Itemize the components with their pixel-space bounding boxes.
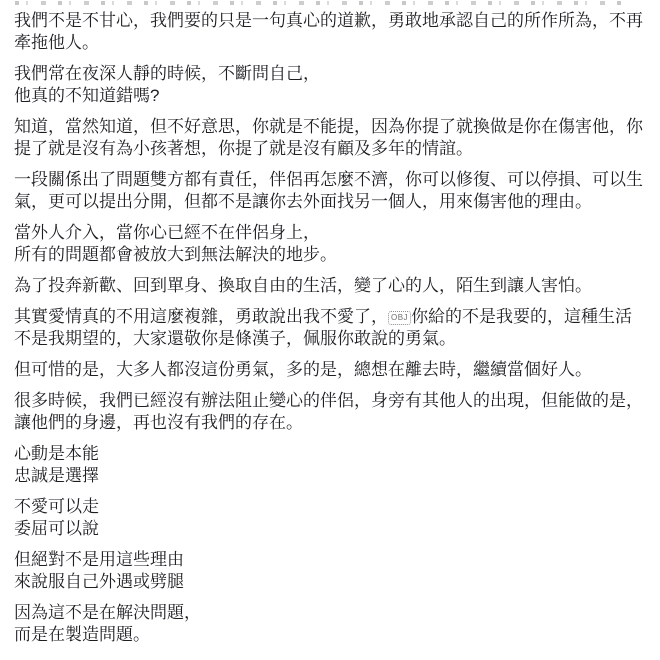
post-body	[14, 10, 644, 655]
paragraph: 當外人介入，當你心已經不在伴侶身上， 所有的問題都會被放大到無法解決的地步。	[14, 223, 337, 264]
object-replacement-char-icon: OBJ	[388, 311, 411, 325]
paragraph: 心動是本能 忠誠是選擇	[14, 444, 99, 485]
paragraph: 但絕對不是用這些理由 來說服自己外遇或劈腿	[14, 550, 184, 591]
paragraph: 但可惜的是，大多人都沒這份勇氣，多的是，總想在離去時，繼續當個好人。	[14, 360, 592, 379]
paragraph: 其實愛情真的不用這麼複雜，勇敢說出我不愛了， OBJ 你給的不是我要的，這種生活不是我期望的，大家還敬你是條漢子，佩服你敢說的勇氣。	[14, 307, 633, 348]
paragraph: 知道，當然知道，但不好意思，你就是不能提，因為你提了就換做是你在傷害他，你提了就是沒有為小孩著想，你提了就是沒有顧及多年的情誼。	[14, 117, 643, 158]
paragraph: 因為這不是在解決問題， 而是在製造問題。	[14, 603, 201, 644]
paragraph: 不愛可以走 委屈可以說	[14, 497, 99, 538]
paragraph: 為了投奔新歡、回到單身、換取自由的生活，變了心的人，陌生到讓人害怕。	[14, 276, 592, 295]
paragraph: 我們不是不甘心，我們要的只是一句真心的道歉，勇敢地承認自己的所作所為，不再牽拖他人。	[14, 11, 643, 52]
paragraph: 一段關係出了問題雙方都有責任，伴侶再怎麼不濟，你可以修復、可以停損、可以生氣，更可以提出分開，但都不是讓你去外面找另一個人，用來傷害他的理由。	[14, 170, 643, 211]
clipped-text-remnant	[15, 1, 627, 5]
paragraph: 很多時候，我們已經沒有辦法阻止變心的伴侶，身旁有其他人的出現，但能做的是，讓他們的身邊，再也沒有我們的存在。	[14, 391, 643, 432]
paragraph: 我們常在夜深人靜的時候，不斷問自己， 他真的不知道錯嗎?	[14, 64, 320, 105]
